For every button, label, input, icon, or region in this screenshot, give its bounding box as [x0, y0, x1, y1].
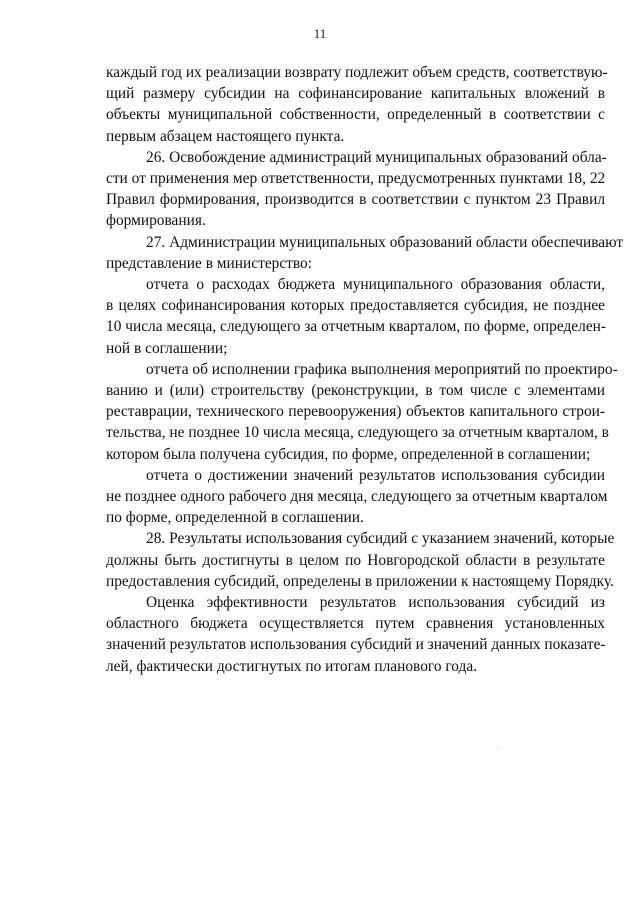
- text-line: не позднее одного рабочего дня месяца, следующего за отчетным кварталом: [106, 488, 608, 506]
- text-line: котором была получена субсидия, по форме, определенной в соглашении;: [106, 445, 591, 463]
- text-line: 10 числа месяца, следующего за отчетным кварталом, по форме, определен-: [106, 318, 607, 336]
- text-line: отчета об исполнении графика выполнения мероприятий по проектиро-: [146, 360, 618, 378]
- scan-speck: [498, 748, 499, 749]
- text-line: ной в соглашении;: [106, 339, 228, 357]
- text-line: лей, фактически достигнутых по итогам планового года.: [106, 657, 478, 675]
- paragraph-continuation: [106, 62, 608, 147]
- paragraph-item-27: [106, 232, 624, 274]
- text-line: 26. Освобождение администраций муниципальных образований обла-: [146, 148, 607, 166]
- text-line: ванию и (или) строительству (реконструкции, в том числе с элементами: [106, 382, 605, 400]
- text-line: щий размеру субсидии на софинансирование капитальных вложений в: [106, 85, 605, 103]
- text-line: отчета о расходах бюджета муниципального образования области,: [146, 276, 605, 294]
- text-line: тельства, не позднее 10 числа месяца, следующего за отчетным кварталом, в: [106, 424, 609, 442]
- text-line: сти от применения мер ответственности, предусмотренных пунктами 18, 22: [106, 170, 606, 188]
- text-line: областного бюджета осуществляется путем сравнения установленных: [106, 615, 605, 633]
- paragraph-report-schedule: [106, 359, 618, 465]
- text-line: 27. Администрации муниципальных образований области обеспечивают: [146, 233, 624, 251]
- text-line: формирования.: [106, 212, 206, 230]
- page-number: 11: [313, 26, 327, 41]
- text-line: объекты муниципальной собственности, определенный в соответствии с: [106, 106, 605, 124]
- text-line: первым абзацем настоящего пункта.: [106, 127, 345, 145]
- text-line: отчета о достижении значений результатов использования субсидии: [146, 466, 605, 484]
- text-line: представление в министерство:: [106, 254, 313, 272]
- text-line: каждый год их реализации возврату подлежит объем средств, соответствую-: [106, 64, 608, 81]
- text-line: 28. Результаты использования субсидий с указанием значений, которые: [146, 530, 615, 548]
- text-line: по форме, определенной в соглашении.: [106, 509, 364, 527]
- text-line: реставрации, технического перевооружения) объектов капитального строи-: [106, 403, 605, 421]
- paragraph-report-results: [106, 465, 608, 529]
- text-line: Правил формирования, производится в соответствии с пунктом 23 Правил: [106, 191, 605, 209]
- text-line: значений результатов использования субсидий и значений данных показате-: [106, 636, 606, 654]
- text-line: в целях софинансирования которых предоставляется субсидия, не позднее: [106, 297, 605, 315]
- text-line: Оценка эффективности результатов использования субсидий из: [146, 594, 605, 612]
- text-line: должны быть достигнуты в целом по Новгородской области в результате: [106, 551, 605, 569]
- paragraph-report-expenses: [106, 274, 605, 359]
- paragraph-item-26: [106, 147, 605, 232]
- paragraph-efficiency-assessment: [106, 592, 605, 677]
- paragraph-item-28: [106, 528, 615, 592]
- document-body: [106, 62, 624, 677]
- text-line: предоставления субсидий, определены в приложении к настоящему Порядку.: [106, 572, 614, 590]
